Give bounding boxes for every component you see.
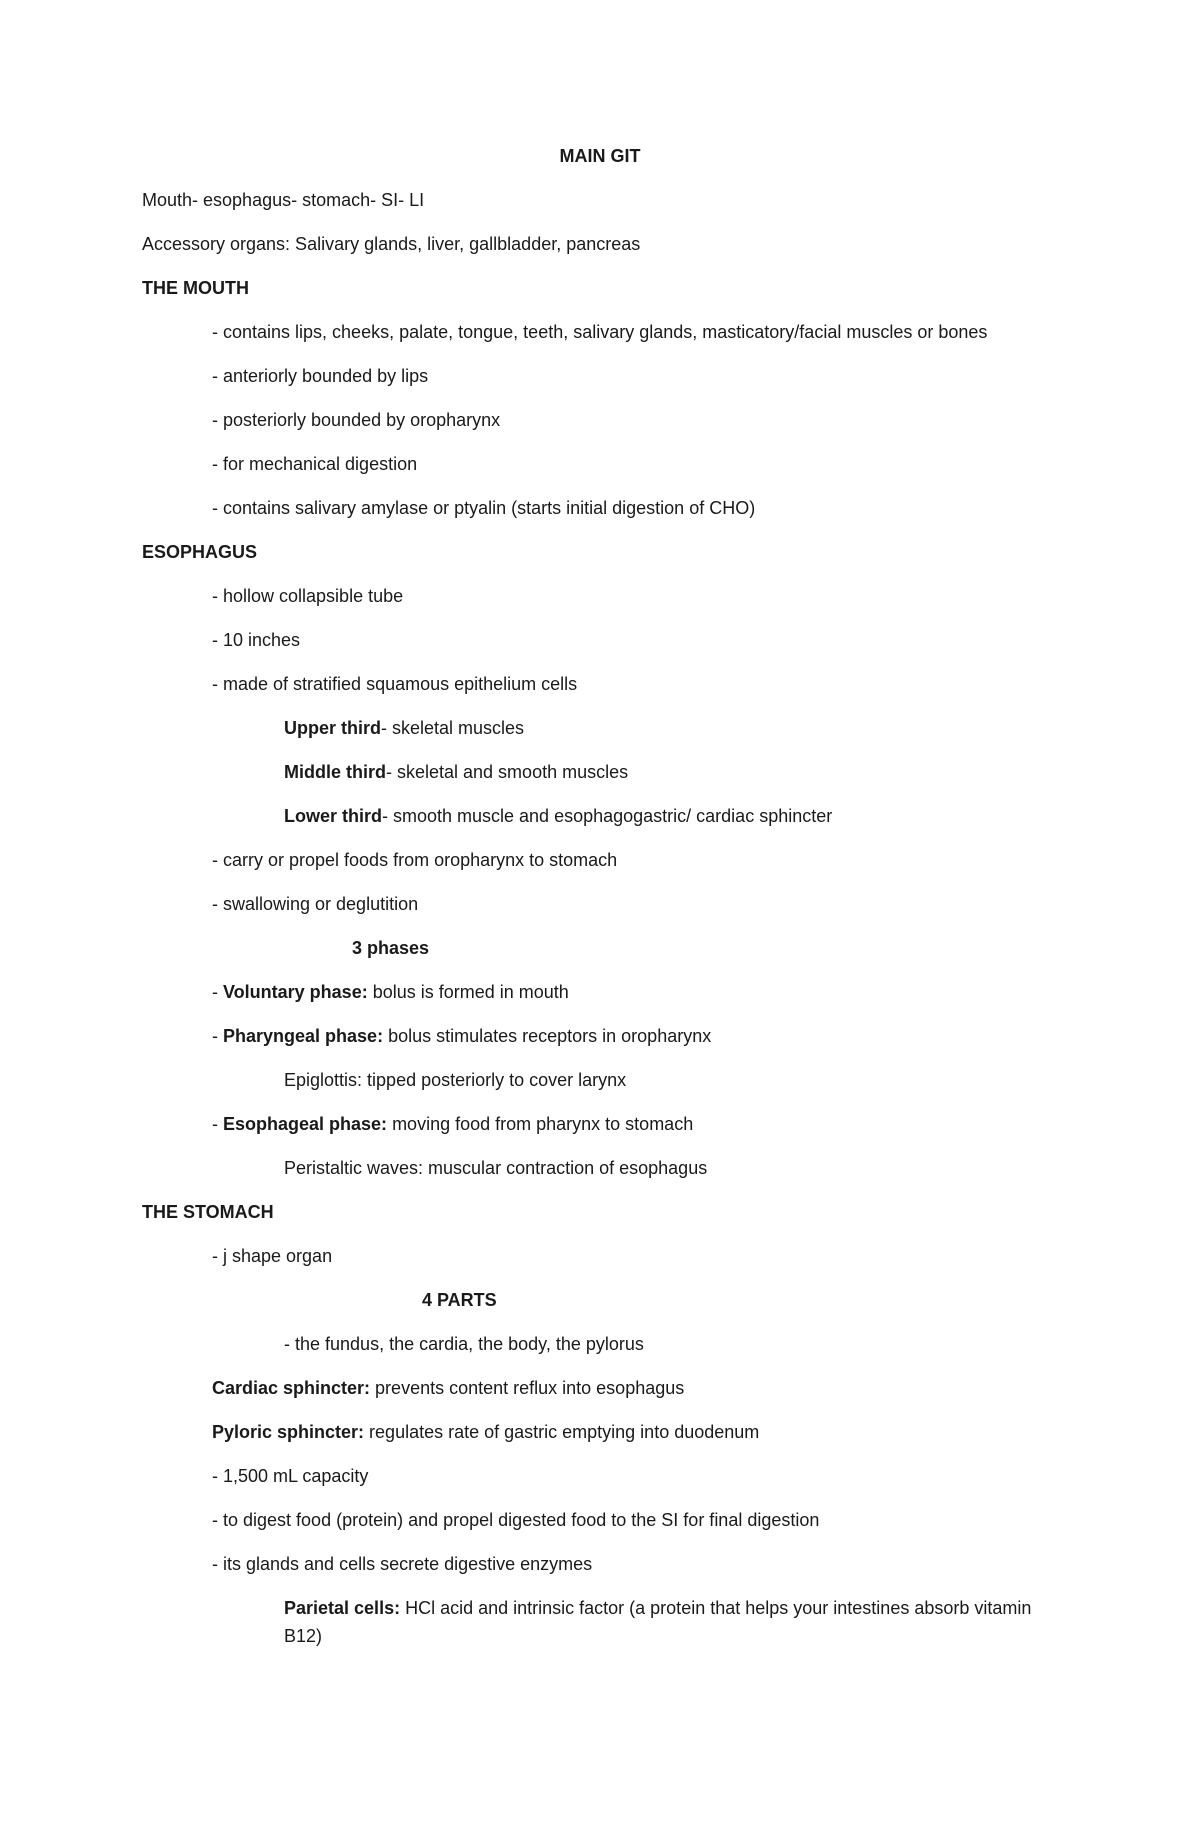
mouth-item: - for mechanical digestion — [212, 454, 418, 474]
esophagus-item: - swallowing or deglutition — [212, 894, 419, 914]
parietal-term: Parietal cells: — [284, 1598, 401, 1618]
third-term: Middle third — [284, 762, 386, 782]
third-desc: - skeletal muscles — [381, 718, 525, 738]
stomach-item: - to digest food (protein) and propel digested food to the SI for final digestion — [212, 1510, 820, 1530]
epiglottis-desc: tipped posteriorly to cover larynx — [362, 1070, 627, 1090]
esophagus-item: - 10 inches — [212, 630, 301, 650]
esophagus-item: - hollow collapsible tube — [212, 586, 404, 606]
phase-prefix: - — [212, 1114, 223, 1134]
epiglottis-term: Epiglottis: — [284, 1070, 363, 1090]
esophagus-third-upper — [284, 717, 524, 739]
phase-desc: bolus is formed in mouth — [367, 982, 569, 1002]
section-heading-mouth: THE MOUTH — [142, 278, 249, 298]
esophagus-item: - made of stratified squamous epithelium cells — [212, 674, 578, 694]
phase-desc: moving food from pharynx to stomach — [387, 1114, 694, 1134]
stomach-item: - 1,500 mL capacity — [212, 1466, 369, 1486]
esophagus-third-lower — [284, 805, 832, 827]
phase-prefix: - — [212, 982, 223, 1002]
parietal-cells-note — [284, 1594, 1044, 1650]
peristaltic-note: Peristaltic waves: muscular contraction of esophagus — [284, 1158, 708, 1178]
sphincter-desc: regulates rate of gastric emptying into duodenum — [364, 1422, 760, 1442]
phases-heading: 3 phases — [352, 938, 430, 958]
third-desc: - skeletal and smooth muscles — [386, 762, 629, 782]
phase-voluntary — [212, 981, 569, 1003]
sphincter-desc: prevents content reflux into esophagus — [370, 1378, 685, 1398]
phase-prefix: - — [212, 1026, 223, 1046]
section-heading-esophagus: ESOPHAGUS — [142, 542, 258, 562]
esophagus-third-middle — [284, 761, 628, 783]
intro-line-accessory: Accessory organs: Salivary glands, liver, gallbladder, pancreas — [142, 234, 641, 254]
phase-esophageal — [212, 1113, 693, 1135]
page-title: MAIN GIT — [559, 146, 641, 166]
phase-pharyngeal — [212, 1025, 711, 1047]
parts-heading: 4 PARTS — [422, 1290, 497, 1310]
phase-term: Esophageal phase: — [223, 1114, 388, 1134]
phase-term: Pharyngeal phase: — [223, 1026, 384, 1046]
mouth-item: - anteriorly bounded by lips — [212, 366, 429, 386]
sphincter-pyloric — [212, 1421, 759, 1443]
phase-desc: bolus stimulates receptors in oropharynx — [383, 1026, 712, 1046]
third-term: Lower third — [284, 806, 382, 826]
stomach-shape: - j shape organ — [212, 1246, 333, 1266]
sphincter-cardiac — [212, 1377, 684, 1399]
parietal-desc: HCl acid and intrinsic factor (a protein that helps your intestines absorb vitamin B12) — [284, 1598, 1032, 1646]
phase-term: Voluntary phase: — [223, 982, 368, 1002]
mouth-item: - contains salivary amylase or ptyalin (starts initial digestion of CHO) — [212, 498, 756, 518]
esophagus-item: - carry or propel foods from oropharynx to stomach — [212, 850, 618, 870]
stomach-item: - its glands and cells secrete digestive enzymes — [212, 1554, 593, 1574]
stomach-parts: - the fundus, the cardia, the body, the pylorus — [284, 1334, 644, 1354]
third-desc: - smooth muscle and esophagogastric/ cardiac sphincter — [382, 806, 833, 826]
mouth-item: - contains lips, cheeks, palate, tongue, teeth, salivary glands, masticatory/facial muscles or bones — [212, 322, 988, 342]
sphincter-term: Pyloric sphincter: — [212, 1422, 365, 1442]
third-term: Upper third — [284, 718, 381, 738]
section-heading-stomach: THE STOMACH — [142, 1202, 274, 1222]
epiglottis-note — [284, 1069, 626, 1091]
intro-line-path: Mouth- esophagus- stomach- SI- LI — [142, 190, 425, 210]
mouth-item: - posteriorly bounded by oropharynx — [212, 410, 501, 430]
sphincter-term: Cardiac sphincter: — [212, 1378, 371, 1398]
